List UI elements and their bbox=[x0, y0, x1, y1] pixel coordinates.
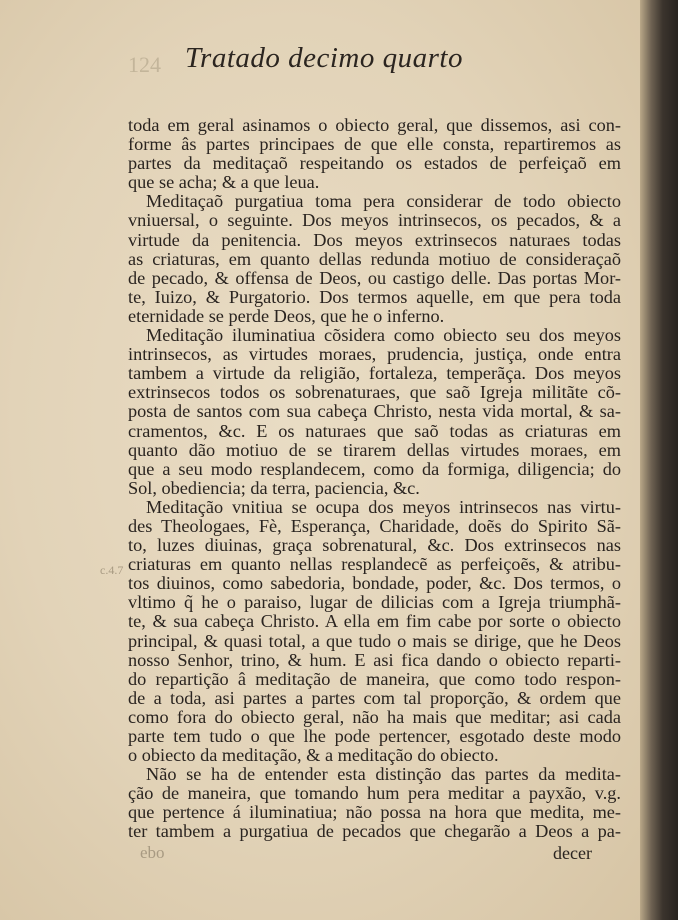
text-line: ter tambem a purgatiua de pecados que chegarão a Deos a pa- bbox=[128, 821, 621, 842]
text-line: Meditação iluminatiua cõsidera como obiecto seu dos meyos bbox=[146, 325, 621, 346]
text-line: tos diuinos, como sabedoria, bondade, poder, &c. Dos termos, o bbox=[128, 573, 621, 594]
text-line: partes da meditaçaõ respeitando os estados de perfeiçaõ em bbox=[128, 153, 621, 174]
text-line: criaturas em quanto nellas resplandecẽ as perfeiçoẽs, & atribu- bbox=[128, 554, 621, 575]
text-line: Meditação vnitiua se ocupa dos meyos intrinsecos nas virtu- bbox=[146, 496, 621, 517]
text-line: des Theologaes, Fè, Esperança, Charidade, doẽs do Spirito Sã- bbox=[128, 515, 621, 536]
text-line: o obiecto da meditação, & a meditação do obiecto. bbox=[128, 745, 499, 766]
text-line: nosso Senhor, trino, & hum. E asi fica dando o obiecto reparti- bbox=[128, 649, 621, 670]
text-line: de pecado, & offensa de Deos, ou castigo delle. Das portas Mor- bbox=[128, 267, 621, 288]
catchword: decer bbox=[553, 843, 592, 863]
text-line: principal, & quasi total, a que tudo o mais se dirige, que he Deos bbox=[128, 630, 621, 651]
text-line: Sol, obediencia; da terra, paciencia, &c. bbox=[128, 477, 420, 498]
text-line: Meditaçaõ purgatiua toma pera considerar de todo obiecto bbox=[146, 191, 621, 212]
text-line: Não se ha de entender esta distinção das partes da medita- bbox=[146, 764, 621, 785]
running-header bbox=[0, 42, 648, 75]
text-line: vniuersal, o seguinte. Dos meyos intrinsecos, os pecados, & a bbox=[128, 210, 621, 231]
text-line: que se acha; & a que leua. bbox=[128, 172, 320, 193]
text-line: parte tem tudo o que lhe pode pertencer, esgotado deste modo bbox=[128, 726, 621, 746]
text-line: tambem a virtude da religião, fortaleza, temperãça. Dos meyos bbox=[128, 363, 621, 384]
show-through-folio: 124 bbox=[128, 52, 161, 77]
text-line: te, Iuizo, & Purgatorio. Dos termos aquelle, em que pera toda bbox=[128, 286, 621, 307]
show-through-signature: ebo bbox=[140, 843, 165, 862]
text-line: quanto dão motiuo de se tirarem dellas virtudes moraes, em bbox=[128, 439, 621, 460]
text-line: eternidade se perde Deos, que he o inferno. bbox=[128, 305, 445, 326]
text-line: virtude da penitencia. Dos meyos extrinsecos naturaes todas bbox=[128, 229, 621, 250]
text-line: intrinsecos, as virtudes moraes, prudencia, justiça, onde entra bbox=[128, 344, 621, 365]
text-line: ção de maneira, que tomando hum pera meditar a payxão, v.g. bbox=[128, 783, 621, 804]
text-line: que pertence á iluminatiua; não possa na hora que medita, me- bbox=[128, 802, 621, 823]
text-line: de a toda, asi partes a partes com tal proporção, & ordem que bbox=[128, 687, 621, 708]
text-line: extrinsecos todos os sobrenaturaes, que saõ Igreja militãte cõ- bbox=[128, 382, 621, 403]
text-line: as criaturas, em quanto dellas redunda motiuo de consideraçaõ bbox=[128, 248, 621, 269]
text-line: to, luzes diuinas, graça sobrenatural, &c. Dos extrinsecos nas bbox=[128, 535, 621, 556]
text-line: forme âs partes principaes de que elle consta, repartiremos as bbox=[128, 134, 621, 155]
show-through-margin-note: c.4.7 bbox=[100, 563, 124, 577]
text-line: do repartição â meditação de maneira, que como todo respon- bbox=[128, 668, 621, 689]
text-line: como fora do obiecto geral, não ha mais que meditar; asi cada bbox=[128, 706, 621, 727]
running-title: Tratado decimo quarto bbox=[185, 42, 463, 74]
text-line: cramentos, &c. E os naturaes que saõ todas as criaturas em bbox=[128, 420, 621, 441]
text-line: que a seu modo resplandecem, como da formiga, diligencia; do bbox=[128, 458, 621, 479]
text-line: toda em geral asinamos o obiecto geral, que dissemos, asi con- bbox=[128, 115, 621, 135]
text-line: te, & sua cabeça Christo. A ella em fim cabe por sorte o obiecto bbox=[128, 611, 621, 632]
text-line: vltimo q̃ he o paraiso, lugar de dilicias com a Igreja triumphã- bbox=[128, 592, 621, 613]
text-line: posta de santos com sua cabeça Christo, nesta vida mortal, & sa- bbox=[128, 401, 621, 422]
body-text bbox=[128, 116, 621, 842]
book-spine bbox=[640, 0, 678, 920]
